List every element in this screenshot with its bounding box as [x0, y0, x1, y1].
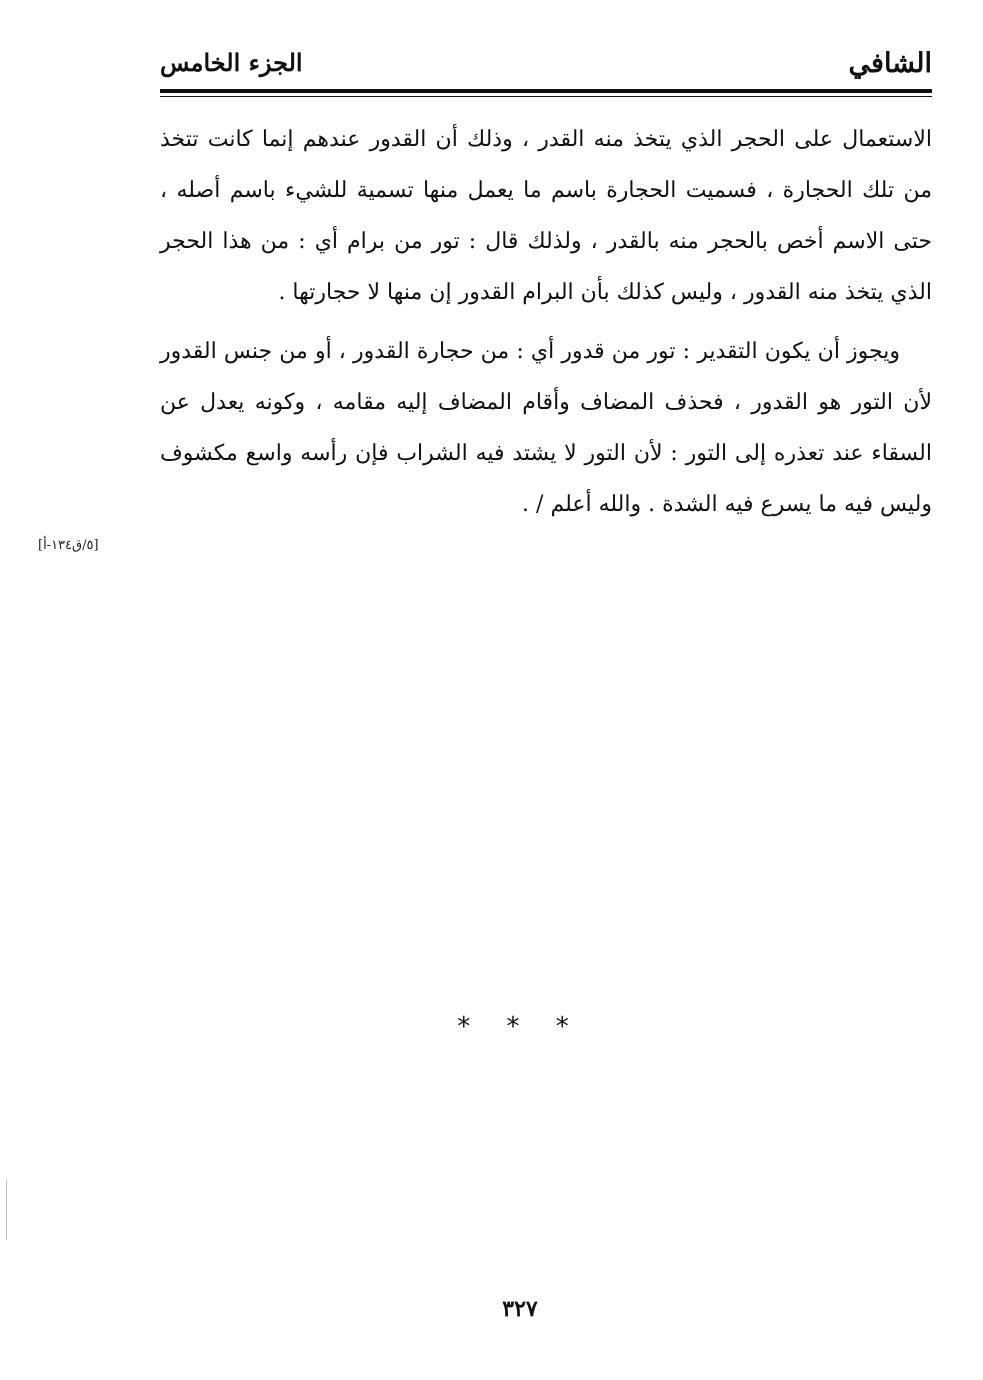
manuscript-folio-reference: [٥/ق١٣٤-أ] — [38, 538, 99, 553]
section-separator-asterisks: * * * — [457, 1012, 583, 1042]
header-rule-thin — [160, 96, 932, 97]
book-title: الشافي — [848, 48, 932, 79]
paragraph-1: الاستعمال على الحجر الذي يتخذ منه القدر ، وذلك أن القدور عندهم إنما كانت تتخذ من تلك الحجارة ، فسميت الحجارة باسم ما يعمل منها تسمية للشيء باسم أصله ، حتى الاسم أخص بالحجر منه بالقدر ، ولذلك قال : تور من برام أي : من هذا الحجر الذي يتخذ منه القدور ، وليس كذلك بأن البرام القدور إن منها لا حجارتها . — [160, 127, 932, 305]
main-text — [160, 114, 932, 530]
scan-edge-mark — [6, 1180, 7, 1240]
header-rule-thick — [160, 89, 932, 93]
volume-title: الجزء الخامس — [160, 48, 303, 77]
page-number: ٣٢٧ — [502, 1296, 538, 1322]
running-header — [160, 40, 932, 90]
paragraph-2: ويجوز أن يكون التقدير : تور من قدور أي : من حجارة القدور ، أو من جنس القدور لأن التور هو القدور ، فحذف المضاف وأقام المضاف إليه مقامه ، وكونه يعدل عن السقاء عند تعذره إلى التور : لأن التور لا يشتد فيه الشراب فإن رأسه واسع مكشوف وليس فيه ما يسرع فيه الشدة . والله أعلم / . — [160, 339, 932, 517]
